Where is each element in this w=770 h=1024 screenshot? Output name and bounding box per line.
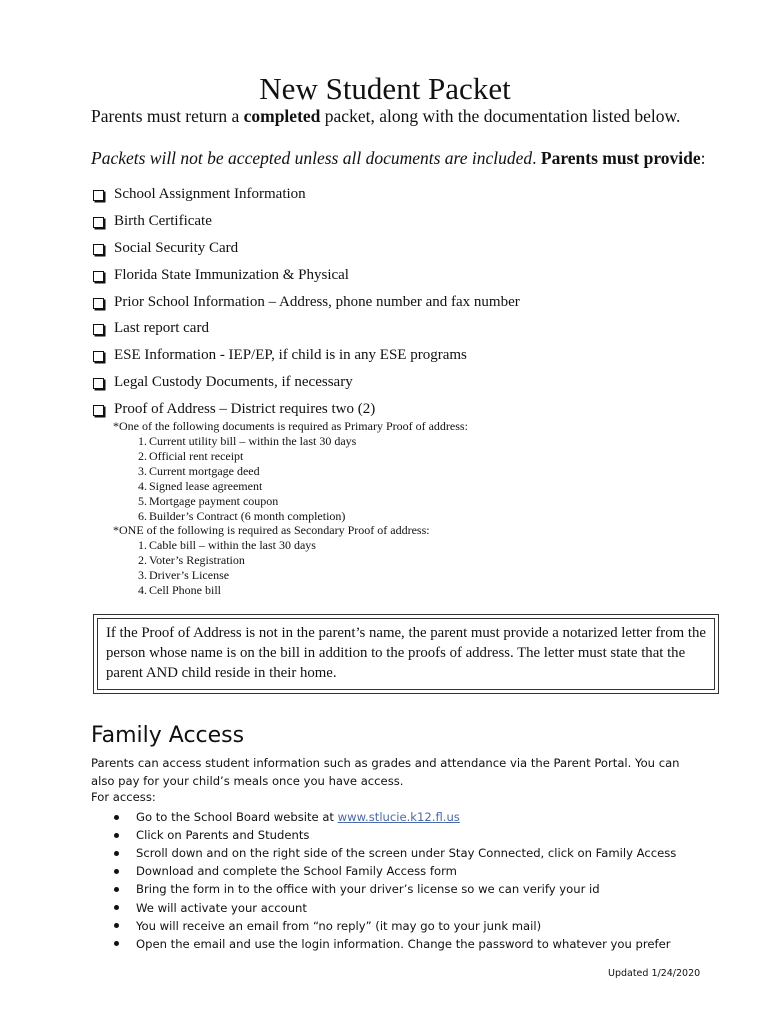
proof-of-address-item bbox=[93, 401, 375, 418]
for-access-label: For access: bbox=[91, 790, 156, 804]
intro-text bbox=[91, 106, 680, 127]
list-item: 4. Cell Phone bill bbox=[138, 583, 221, 597]
updated-date: Updated 1/24/2020 bbox=[608, 968, 701, 979]
checkbox-icon[interactable] bbox=[93, 351, 104, 362]
list-item: 5. Mortgage payment coupon bbox=[138, 494, 279, 508]
bullet-icon bbox=[114, 887, 119, 892]
notice-text: If the Proof of Address is not in the parent’s name, the parent must provide a notarized letter from the person whose name is on the bill in addition to the proofs of address. The letter must state that the parent AND child reside in their home. bbox=[106, 625, 706, 681]
checklist-item: Prior School Information – Address, phone number and fax number bbox=[93, 294, 520, 321]
list-item: 3. Current mortgage deed bbox=[138, 464, 260, 478]
list-item: Scroll down and on the right side of the screen under Stay Connected, click on Family Access bbox=[114, 844, 676, 862]
checklist-item: ESE Information - IEP/EP, if child is in any ESE programs bbox=[93, 347, 520, 374]
checkbox-icon[interactable] bbox=[93, 298, 104, 309]
bullet-icon bbox=[114, 923, 119, 928]
secondary-proof-list bbox=[131, 538, 316, 598]
family-access-title: Family Access bbox=[91, 723, 245, 748]
intro-before: Parents must return a bbox=[91, 106, 244, 126]
checklist-item: Legal Custody Documents, if necessary bbox=[93, 374, 520, 401]
warning-bold: Parents must provide bbox=[540, 148, 701, 168]
proof-label: Proof of Address – District requires two (2) bbox=[114, 401, 376, 417]
checklist-item: Florida State Immunization & Physical bbox=[93, 267, 520, 294]
list-item: Download and complete the School Family Access form bbox=[114, 862, 676, 880]
bullet-icon bbox=[114, 941, 119, 946]
primary-proof-heading: *One of the following documents is required as Primary Proof of address: bbox=[113, 419, 468, 433]
intro-bold: completed bbox=[243, 106, 321, 126]
bullet-icon bbox=[114, 815, 119, 820]
family-access-steps bbox=[114, 808, 676, 953]
list-item: 6. Builder’s Contract (6 month completion) bbox=[138, 509, 346, 523]
checklist-item: School Assignment Information bbox=[93, 186, 520, 213]
bullet-icon bbox=[114, 833, 119, 838]
checkbox-icon[interactable] bbox=[93, 217, 104, 228]
primary-proof-list bbox=[131, 434, 356, 524]
list-item: Bring the form in to the office with your driver’s license so we can verify your id bbox=[114, 880, 676, 898]
list-item: You will receive an email from “no reply” (it may go to your junk mail) bbox=[114, 917, 676, 935]
list-item: Open the email and use the login information. Change the password to whatever you prefer bbox=[114, 935, 676, 953]
list-item: Click on Parents and Students bbox=[114, 826, 676, 844]
checkbox-icon[interactable] bbox=[93, 405, 104, 416]
warning-text bbox=[91, 148, 706, 169]
list-item: 4. Signed lease agreement bbox=[138, 479, 263, 493]
checklist-item: Social Security Card bbox=[93, 240, 520, 267]
document-checklist bbox=[93, 186, 520, 401]
bullet-icon bbox=[114, 869, 119, 874]
bullet-icon bbox=[114, 905, 119, 910]
checklist-item: Last report card bbox=[93, 320, 520, 347]
checkbox-icon[interactable] bbox=[93, 244, 104, 255]
bullet-icon bbox=[114, 851, 119, 856]
checkbox-icon[interactable] bbox=[93, 324, 104, 335]
school-board-link[interactable]: www.stlucie.k12.fl.us bbox=[337, 810, 460, 825]
list-item: 2. Official rent receipt bbox=[138, 449, 244, 463]
list-item: 2. Voter’s Registration bbox=[138, 553, 245, 567]
warning-period: . bbox=[532, 148, 541, 168]
list-item: Go to the School Board website at www.stlucie.k12.fl.us bbox=[114, 808, 676, 826]
list-item: 1. Current utility bill – within the last 30 days bbox=[138, 434, 357, 448]
checkbox-icon[interactable] bbox=[93, 378, 104, 389]
checkbox-icon[interactable] bbox=[93, 271, 104, 282]
list-item: 3. Driver’s License bbox=[138, 568, 230, 582]
checkbox-icon[interactable] bbox=[93, 190, 104, 201]
checklist-item: Birth Certificate bbox=[93, 213, 520, 240]
notice-box bbox=[93, 614, 719, 694]
list-item: We will activate your account bbox=[114, 898, 676, 916]
secondary-proof-heading: *ONE of the following is required as Secondary Proof of address: bbox=[113, 523, 430, 537]
warning-italic: Packets will not be accepted unless all documents are included bbox=[91, 148, 533, 168]
list-item: 1. Cable bill – within the last 30 days bbox=[138, 538, 316, 552]
page-title: New Student Packet bbox=[259, 70, 511, 106]
warning-colon: : bbox=[700, 148, 706, 168]
family-access-paragraph: Parents can access student information such as grades and attendance via the Parent Portal. You can also pay for your child’s meals once you have access. bbox=[91, 756, 680, 788]
intro-after: packet, along with the documentation listed below. bbox=[320, 106, 681, 126]
